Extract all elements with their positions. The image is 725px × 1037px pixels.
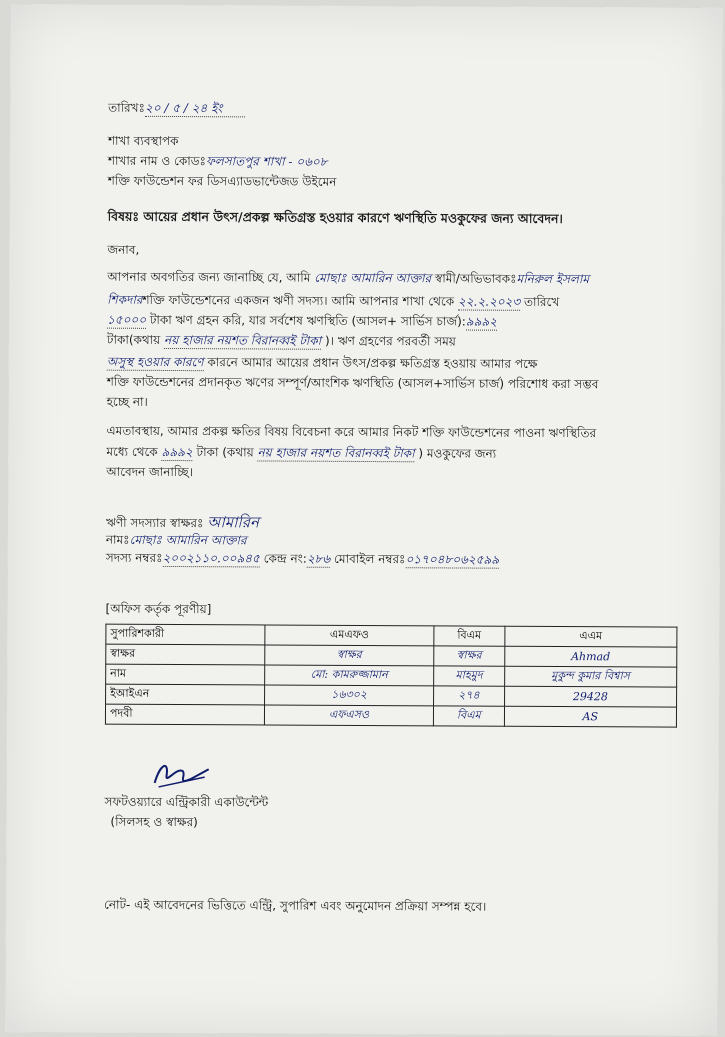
org-line: শক্তি ফাউন্ডেশন ফর ডিসএ্যাডভান্টেজড উইমেন [107,173,337,189]
para2-line2: মধ্যে থেকে ৯৯৯২ টাকা (কথায় নয় হাজার নয়শত বিরানব্বই টাকা ) মওকুফের জন্য [106,444,497,461]
loan-amount: ১৫০০০ [107,312,147,327]
recommendation-table [105,624,678,728]
accountant-title: সফটওয়্যারে এন্ট্রিকারী একাউন্টেন্ট [104,794,269,810]
para1-line6: শক্তি ফাউন্ডেশনের প্রদানকৃত ঋণের সম্পূর্ণ/আংশিক ঋণস্থিতি (আসল+সার্ভিস চার্জ) পরিশোধ করা সম্ভব [106,374,599,392]
applicant-name: মোছাঃ আমারিন আক্তার [314,270,432,286]
waiver-amount: ৯৯৯২ [161,444,193,460]
footer-note: নোট- এই আবেদনের ভিত্তিতে এন্ট্রি, সুপারিশ এবং অনুমোদন প্রক্রিয়া সম্পন্ন হবে। [103,897,487,914]
guardian-name: মনিরুল ইসলাম [516,271,590,287]
balance-words: নয় হাজার নয়শত বিরানব্বই টাকা [164,332,322,348]
table-row: পদবী এফএসও বিএম AS [105,704,676,727]
table-row: ইআইএন ১৬৩০২ ২৭৪ 29428 [106,684,677,707]
para1-line2: শিকদারশক্তি ফাউন্ডেশনের একজন ঋণী সদস্য। আমি আপনার শাখা থেকে ২২.২.২০২৩ তারিখে [107,292,560,310]
table-header: এমএফও [265,625,434,646]
application-page [5,4,722,1036]
accountant-signature-icon [147,757,217,793]
subject: বিষয়ঃ আয়ের প্রধান উৎস/প্রকল্প ক্ষতিগ্রস্ত হওয়ার কারণে ঋণস্থিতি মওকুফের জন্য আবেদন। [107,208,563,227]
manager-line: শাখা ব্যবস্থাপক [107,133,179,149]
date-value: ২০ / ৫ / ২৪ ইং [145,101,245,118]
waiver-amount-words: নয় হাজার নয়শত বিরানব্বই টাকা [257,445,415,461]
table-row: স্বাক্ষর স্বাক্ষর স্বাক্ষর Ahmad [106,644,677,667]
para1-line5: অসুস্থ হওয়ার কারণে কারনে আমার আয়ের প্রধান উৎস/প্রকল্প ক্ষতিগ্রস্ত হওয়ায় আমার পক্ষে [106,354,538,371]
member-signature: আমারিন [207,513,260,532]
para1-line3: ১৫০০০ টাকা ঋণ গ্রহন করি, যার সর্বশেষ ঋণস্থিতি (আসল+ সার্ভিস চার্জ):৯৯৯২ [107,312,498,329]
member-number: ২০০২১১০.০০৯৪৫ [162,550,260,566]
branch-value: ফলসাতপুর শাখা - ০৬০৮ [205,154,328,169]
table-header: এএম [505,626,677,647]
office-use-label: [অফিস কর্তৃক পূরণীয়] [105,601,212,617]
member-name-line: নামঃমোছাঃ আমারিন আক্তার [105,532,247,548]
member-signature-line: ঋণী সদস্যার স্বাক্ষরঃ আমারিন [105,513,260,532]
table-header: বিএম [434,626,505,646]
para1-line1: আপনার অবগতির জন্য জানাচ্ছি যে, আমি মোছাঃ আমারিন আক্তার স্বামী/অভিভাবকঃমনিরুল ইসলাম [107,269,590,287]
date-line: তারিখঃ২০ / ৫ / ২৪ ইং [108,101,245,118]
table-header: সুপারিশকারী [106,624,265,645]
mobile-number: ০১৭০৪৮০৬২৫৯৯ [405,552,500,567]
para1-line7: হচ্ছে না। [106,394,148,409]
accountant-seal-note: (সিলসহ ও স্বাক্ষর) [110,814,198,830]
table-row: নাম মো: কামরুজ্জামান মাহমুদ মুকুন্দ কুমার বিশ্বাস [106,664,677,687]
para1-line4: টাকা(কথায় নয় হাজার নয়শত বিরানব্বই টাকা )। ঋণ গ্রহণের পরবর্তী সময় [106,332,456,349]
loan-date: ২২.২.২০২৩ [457,294,521,309]
member-number-line: সদস্য নম্বরঃ২০০২১১০.০০৯৪৫ কেন্দ্র নং:২৮৬ মোবাইল নম্বরঃ০১৭০৪৮০৬২৫৯৯ [105,550,500,567]
reason: অসুস্থ হওয়ার কারণে [106,354,204,370]
para2-line3: আবেদন জানাচ্ছি। [106,464,194,480]
center-number: ২৮৬ [306,551,331,566]
branch-line: শাখার নাম ও কোডঃফলসাতপুর শাখা - ০৬০৮ [107,153,328,169]
balance: ৯৯৯২ [465,314,498,329]
para2-line1: এমতাবস্থায়, আমার প্রকল্প ক্ষতির বিষয় বিবেচনা করে আমার নিকট শক্তি ফাউন্ডেশনের পাওনা ঋণস্থিতির [106,423,597,441]
member-name: মোছাঃ আমারিন আক্তার [129,532,247,548]
salutation: জনাব, [107,242,140,257]
